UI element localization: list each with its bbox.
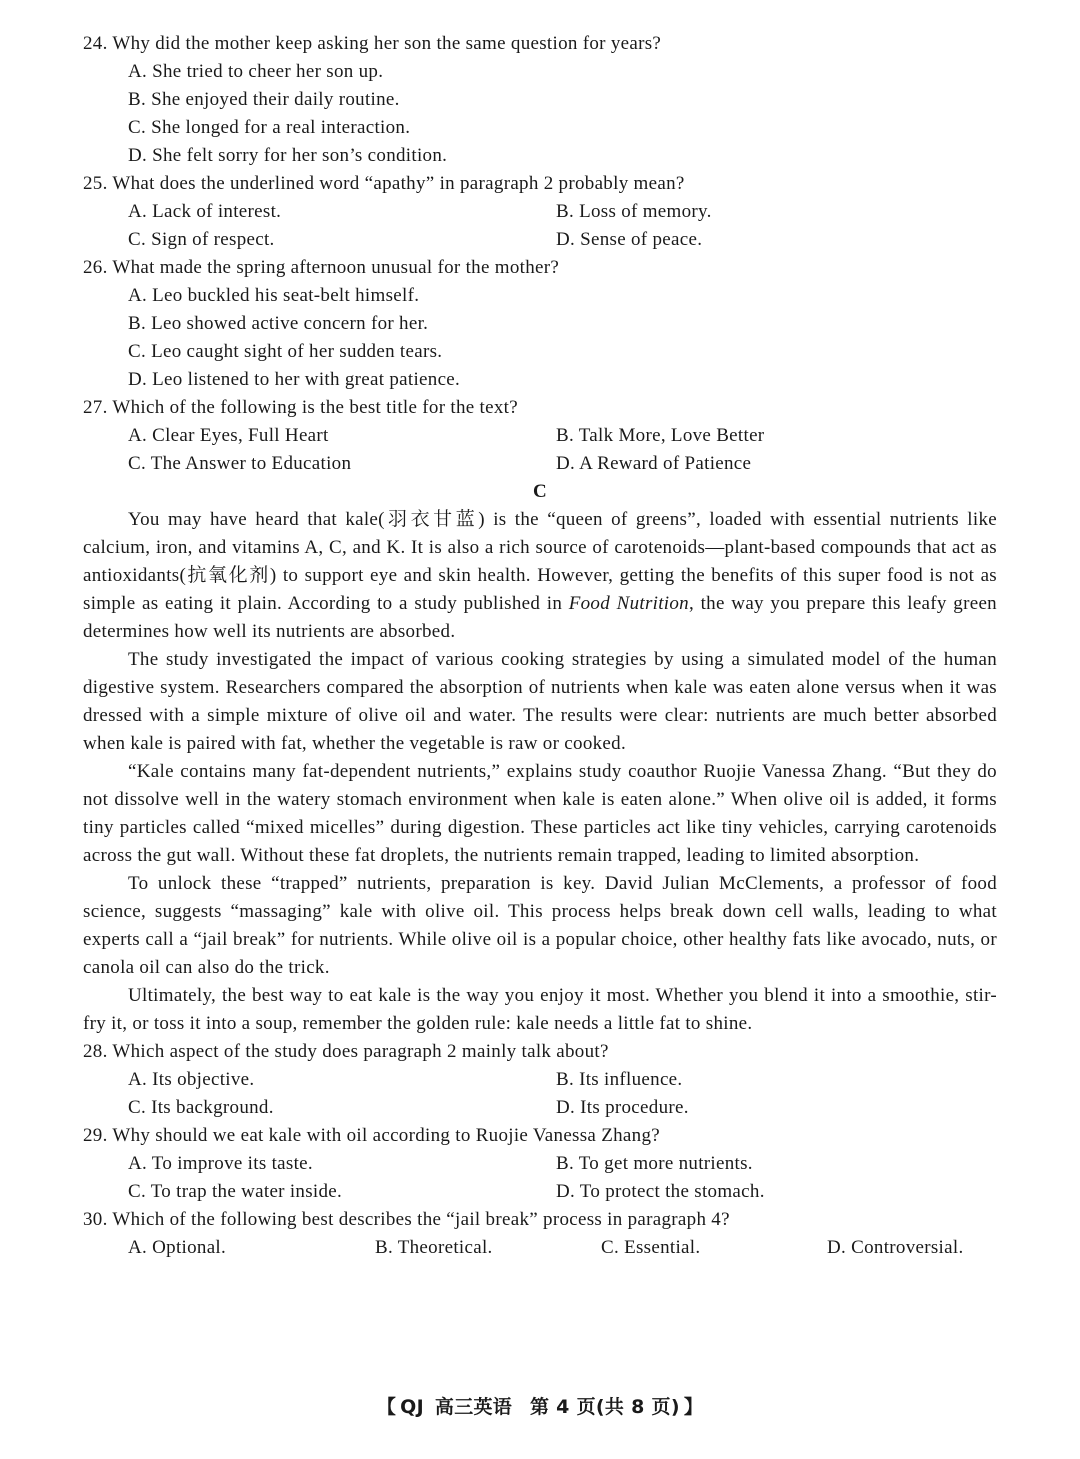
option-26d: D. Leo listened to her with great patience. xyxy=(128,369,461,390)
option-30b: B. Theoretical. xyxy=(375,1237,493,1258)
option-28a: A. Its objective. xyxy=(128,1069,255,1090)
question-25: 25. What does the underlined word “apathy” in paragraph 2 probably mean? xyxy=(83,173,685,194)
option-26a: A. Leo buckled his seat-belt himself. xyxy=(128,285,420,306)
passage-paragraph-4: To unlock these “trapped” nutrients, preparation is key. David Julian McClements, a professor of food science, suggests “massaging” kale with olive oil. This process helps break down cell walls, leading to what experts call a “jail break” for nutrients. While olive oil is a popular choice, other healthy fats like avocado, nuts, or canola oil can also do the trick. xyxy=(83,873,997,978)
options-27-row1 xyxy=(83,422,997,450)
question-26: 26. What made the spring afternoon unusual for the mother? xyxy=(83,257,560,278)
question-24: 24. Why did the mother keep asking her son the same question for years? xyxy=(83,33,662,54)
passage-paragraph-3: “Kale contains many fat-dependent nutrients,” explains study coauthor Ruojie Vanessa Zhang. “But they do not dissolve well in the watery stomach environment when kale is eaten alone.” When olive oil is added, it forms tiny particles called “mixed micelles” during digestion. These particles act like tiny vehicles, carrying carotenoids across the gut wall. Without these fat droplets, the nutrients remain trapped, leading to limited absorption. xyxy=(83,761,997,866)
option-29a: A. To improve its taste. xyxy=(128,1153,313,1174)
section-c-title: C xyxy=(532,481,548,502)
page-footer xyxy=(0,1392,1080,1419)
footer-code: QJ xyxy=(400,1396,424,1418)
option-24c: C. She longed for a real interaction. xyxy=(128,117,411,138)
journal-name: Food Nutrition xyxy=(568,593,689,614)
option-24d: D. She felt sorry for her son’s condition. xyxy=(128,145,448,166)
option-28d: D. Its procedure. xyxy=(556,1097,689,1118)
option-30d: D. Controversial. xyxy=(827,1237,964,1258)
passage-paragraph-2: The study investigated the impact of various cooking strategies by using a simulated model of the human digestive system. Researchers compared the absorption of nutrients when kale was eaten alone versus when it was dressed with a simple mixture of olive oil and water. The results were clear: nutrients are much better absorbed when kale is paired with fat, whether the vegetable is raw or cooked. xyxy=(83,649,997,754)
option-25a: A. Lack of interest. xyxy=(128,201,282,222)
passage-paragraph-5: Ultimately, the best way to eat kale is the way you enjoy it most. Whether you blend it into a smoothie, stir-fry it, or toss it into a soup, remember the golden rule: kale needs a little fat to shine. xyxy=(83,985,997,1034)
option-24b: B. She enjoyed their daily routine. xyxy=(128,89,400,110)
option-28c: C. Its background. xyxy=(128,1097,274,1118)
footer-bracket-close: 】 xyxy=(683,1396,704,1418)
question-29: 29. Why should we eat kale with oil according to Ruojie Vanessa Zhang? xyxy=(83,1125,660,1146)
option-24a: A. She tried to cheer her son up. xyxy=(128,61,384,82)
options-29-row1 xyxy=(83,1150,997,1178)
option-27b: B. Talk More, Love Better xyxy=(556,425,765,446)
question-30: 30. Which of the following best describes the “jail break” process in paragraph 4? xyxy=(83,1209,730,1230)
options-30-row xyxy=(83,1234,997,1262)
option-30c: C. Essential. xyxy=(601,1237,701,1258)
options-29-row2 xyxy=(83,1178,997,1206)
options-25-row2 xyxy=(83,226,997,254)
option-29c: C. To trap the water inside. xyxy=(128,1181,343,1202)
question-27: 27. Which of the following is the best title for the text? xyxy=(83,397,518,418)
options-28-row2 xyxy=(83,1094,997,1122)
option-26c: C. Leo caught sight of her sudden tears. xyxy=(128,341,443,362)
options-28-row1 xyxy=(83,1066,997,1094)
footer-bracket-open: 【 xyxy=(376,1396,397,1418)
option-30a: A. Optional. xyxy=(128,1237,227,1258)
footer-page-info: 第 4 页(共 8 页) xyxy=(529,1396,680,1418)
option-27a: A. Clear Eyes, Full Heart xyxy=(128,425,329,446)
option-29d: D. To protect the stomach. xyxy=(556,1181,765,1202)
option-25d: D. Sense of peace. xyxy=(556,229,703,250)
options-25-row1 xyxy=(83,198,997,226)
options-27-row2 xyxy=(83,450,997,478)
question-28: 28. Which aspect of the study does paragraph 2 mainly talk about? xyxy=(83,1041,609,1062)
passage-paragraph-1: You may have heard that kale(羽衣甘蓝) is the “queen of greens”, loaded with essential nutrients like calcium, iron, and vitamins A, C, and K. It is also a rich source of carotenoids—plant-based compounds that act as antioxidants(抗氧化剂) to support eye and skin health. However, getting the benefits of this super food is not as simple as eating it plain. According to a study published in Food Nutrition, the way you prepare this leafy green determines how well its nutrients are absorbed. xyxy=(83,509,997,642)
option-27c: C. The Answer to Education xyxy=(128,453,352,474)
option-28b: B. Its influence. xyxy=(556,1069,683,1090)
option-27d: D. A Reward of Patience xyxy=(556,453,752,474)
option-26b: B. Leo showed active concern for her. xyxy=(128,313,429,334)
option-25c: C. Sign of respect. xyxy=(128,229,275,250)
footer-subject: 高三英语 xyxy=(434,1396,513,1418)
page-content xyxy=(83,30,997,1262)
option-25b: B. Loss of memory. xyxy=(556,201,712,222)
option-29b: B. To get more nutrients. xyxy=(556,1153,753,1174)
